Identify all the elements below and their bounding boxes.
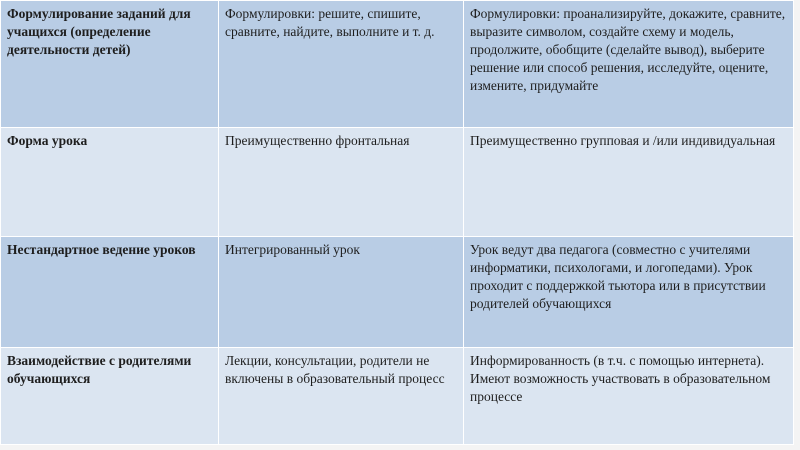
modern-text: Преимущественно групповая и /или индивидуальная: [470, 133, 776, 148]
traditional-text: Преимущественно фронтальная: [225, 133, 410, 148]
row-header-text: Нестандартное ведение уроков: [7, 242, 196, 257]
modern-text: Урок ведут два педагога (совместно с учителями информатики, психологами, и логопедами). Урок проходит с поддержкой тьютора или в присутствии родителей обучающихся: [470, 242, 766, 311]
traditional-cell: [219, 237, 464, 348]
row-header-text: Взаимодействие с родителями обучающихся: [7, 353, 192, 386]
table-row: [1, 128, 794, 237]
table-row: [1, 237, 794, 348]
table-row: [1, 348, 794, 445]
traditional-cell: [219, 348, 464, 445]
row-header-text: Форма урока: [7, 133, 88, 148]
traditional-text: Формулировки: решите, спишите, сравните, найдите, выполните и т. д.: [225, 6, 435, 39]
modern-cell: [464, 128, 794, 237]
modern-cell: [464, 348, 794, 445]
row-header-text: Формулирование заданий для учащихся (определение деятельности детей): [7, 6, 191, 57]
traditional-cell: [219, 1, 464, 128]
slide-edge-bottom: [0, 445, 800, 450]
traditional-text: Интегрированный урок: [225, 242, 360, 257]
traditional-cell: [219, 128, 464, 237]
row-header-cell: [1, 1, 219, 128]
modern-text: Формулировки: проанализируйте, докажите, сравните, выразите символом, создайте схему и модель, продолжите, обобщите (сделайте вывод), выберите решение или способ решения, исследуйте, оцените, измените, придумайте: [470, 6, 786, 93]
table-row: [1, 1, 794, 128]
row-header-cell: [1, 348, 219, 445]
traditional-text: Лекции, консультации, родители не включены в образовательный процесс: [225, 353, 445, 386]
modern-cell: [464, 237, 794, 348]
modern-cell: [464, 1, 794, 128]
row-header-cell: [1, 237, 219, 348]
modern-text: Информированность (в т.ч. с помощью интернета). Имеют возможность участвовать в образовательном процессе: [470, 353, 771, 404]
row-header-cell: [1, 128, 219, 237]
slide-edge-right: [794, 0, 800, 450]
